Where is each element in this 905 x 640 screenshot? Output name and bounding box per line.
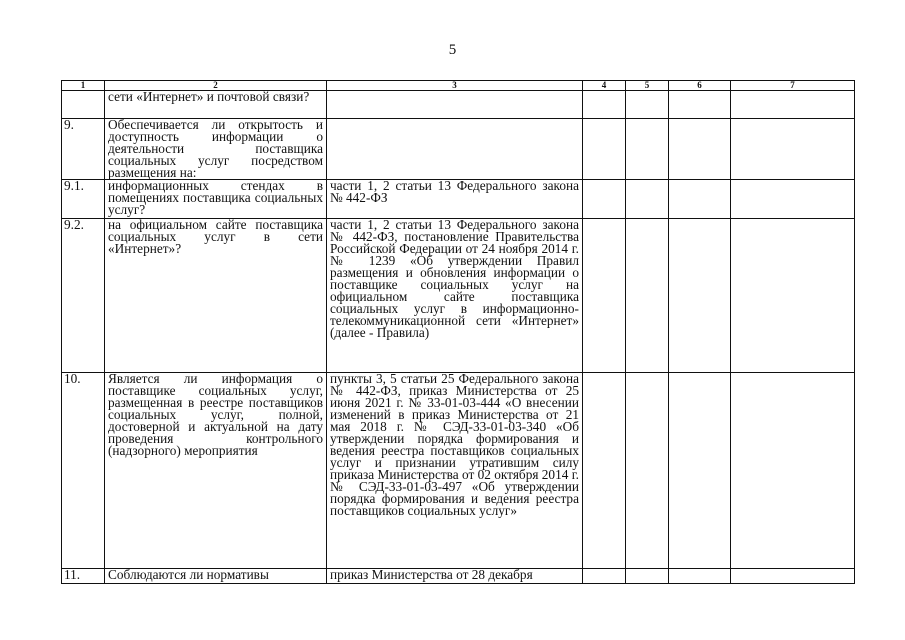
- answer-cell: [583, 91, 626, 119]
- question-cell: Является ли информация о поставщике социальных услуг, размещенная в реестре поставщиков социальных услуг, полной, достоверной и актуальной на дату проведения контрольного (надзорного) мероприятия: [105, 373, 327, 569]
- note-cell: [731, 373, 855, 569]
- question-cell: на официальном сайте поставщика социальных услуг в сети «Интернет»?: [105, 219, 327, 373]
- answer-cell: [583, 180, 626, 219]
- column-header: 3: [327, 81, 583, 91]
- column-header: 1: [62, 81, 105, 91]
- column-header: 5: [626, 81, 669, 91]
- answer-cell: [626, 219, 669, 373]
- table-row: [62, 219, 855, 373]
- checklist-table: [61, 80, 855, 584]
- answer-cell: [583, 373, 626, 569]
- answer-cell: [669, 569, 731, 584]
- answer-cell: [669, 373, 731, 569]
- question-cell: информационных стендах в помещениях поставщика социальных услуг?: [105, 180, 327, 219]
- table-row: [62, 119, 855, 180]
- note-cell: [731, 91, 855, 119]
- reference-cell: части 1, 2 статьи 13 Федерального закона № 442-ФЗ, постановление Правительства Российской Федерации от 24 ноября 2014 г. № 1239 «Об утверждении Правил размещения и обновления информации о поставщике социальных услуг на официальном сайте поставщика социальных услуг в информационно-телекоммуникационной сети «Интернет» (далее - Правила): [327, 219, 583, 373]
- reference-cell: [327, 91, 583, 119]
- item-number: 9.2.: [62, 219, 105, 373]
- reference-cell: пункты 3, 5 статьи 25 Федерального закона № 442-ФЗ, приказ Министерства от 25 июня 2021 г. № 33-01-03-444 «О внесении изменений в приказ Министерства от 21 мая 2018 г. № СЭД-33-01-03-340 «Об утверждении порядка формирования и ведения реестра поставщиков социальных услуг и признании утратившим силу приказа Министерства от 02 октября 2014 г. № СЭД-33-01-03-497 «Об утверждении порядка формирования и ведения реестра поставщиков социальных услуг»: [327, 373, 583, 569]
- item-number: 10.: [62, 373, 105, 569]
- answer-cell: [626, 180, 669, 219]
- question-cell: Соблюдаются ли нормативы: [105, 569, 327, 584]
- reference-cell: приказ Министерства от 28 декабря: [327, 569, 583, 584]
- column-header: 4: [583, 81, 626, 91]
- column-header: 7: [731, 81, 855, 91]
- item-number: 9.: [62, 119, 105, 180]
- table-row: [62, 91, 855, 119]
- column-header: 2: [105, 81, 327, 91]
- table-row: [62, 373, 855, 569]
- answer-cell: [583, 569, 626, 584]
- item-number: [62, 91, 105, 119]
- answer-cell: [626, 569, 669, 584]
- answer-cell: [583, 119, 626, 180]
- answer-cell: [669, 119, 731, 180]
- table-row: [62, 180, 855, 219]
- note-cell: [731, 569, 855, 584]
- column-header: 6: [669, 81, 731, 91]
- answer-cell: [669, 180, 731, 219]
- reference-cell: [327, 119, 583, 180]
- answer-cell: [626, 91, 669, 119]
- question-cell: сети «Интернет» и почтовой связи?: [105, 91, 327, 119]
- reference-cell: части 1, 2 статьи 13 Федерального закона № 442-ФЗ: [327, 180, 583, 219]
- item-number: 9.1.: [62, 180, 105, 219]
- answer-cell: [626, 373, 669, 569]
- note-cell: [731, 119, 855, 180]
- page-number: 5: [448, 42, 457, 58]
- note-cell: [731, 180, 855, 219]
- answer-cell: [583, 219, 626, 373]
- answer-cell: [669, 91, 731, 119]
- table-row: [62, 569, 855, 584]
- question-cell: Обеспечивается ли открытость и доступность информации о деятельности поставщика социальных услуг посредством размещения на:: [105, 119, 327, 180]
- item-number: 11.: [62, 569, 105, 584]
- answer-cell: [626, 119, 669, 180]
- answer-cell: [669, 219, 731, 373]
- note-cell: [731, 219, 855, 373]
